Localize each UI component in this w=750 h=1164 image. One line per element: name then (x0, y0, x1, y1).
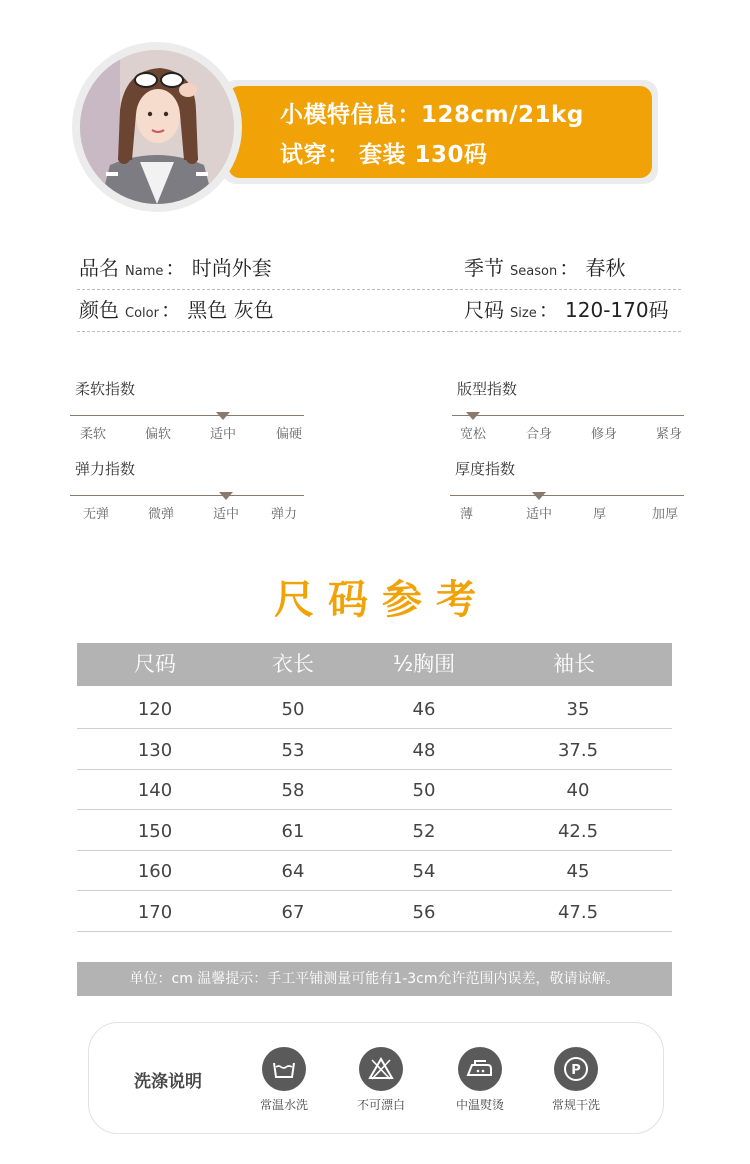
dry-clean-p-icon (554, 1047, 598, 1091)
wash-label-3: 常规干洗 (551, 1098, 600, 1112)
table-cell: 37.5 (557, 739, 599, 761)
header-size: 尺码 (134, 652, 176, 676)
fit-option-0: 宽松 (460, 427, 487, 442)
table-cell: 48 (412, 739, 436, 761)
table-cell: 46 (412, 699, 436, 720)
thickness-option-0: 薄 (460, 507, 474, 522)
table-cell: 50 (412, 780, 436, 801)
svg-text:P: P (571, 1063, 581, 1078)
table-cell: 120 (137, 699, 173, 720)
table-cell: 170 (137, 901, 173, 923)
size-label-en: Size (510, 306, 537, 321)
fit-scale-title: 版型指数 (457, 380, 518, 398)
table-cell: 150 (137, 820, 173, 842)
thickness-option-2: 厚 (593, 507, 607, 522)
no-bleach-icon (359, 1047, 403, 1091)
table-row (77, 810, 672, 851)
season-label: 季节 (464, 256, 504, 280)
table-cell: 42.5 (557, 820, 599, 842)
name-label: 品名 (79, 256, 119, 280)
table-cell: 160 (137, 861, 173, 882)
table-cell: 53 (281, 739, 305, 761)
model-info-text: 小模特信息：128cm/21kg (280, 102, 584, 128)
table-row (77, 688, 672, 729)
softness-option-1: 偏软 (145, 427, 172, 442)
table-cell: 45 (566, 861, 590, 882)
thickness-scale-indicator (532, 492, 546, 500)
info-row-name (77, 250, 450, 290)
elasticity-option-1: 微弹 (148, 507, 175, 522)
color-label-en: Color (125, 306, 159, 321)
table-cell: 47.5 (557, 901, 599, 923)
table-row (77, 769, 672, 810)
table-cell: 140 (137, 780, 173, 801)
elasticity-scale-title: 弹力指数 (75, 460, 136, 478)
table-cell: 64 (281, 861, 305, 882)
elasticity-scale-line (70, 495, 304, 496)
table-cell: 58 (281, 780, 305, 801)
table-cell: 35 (566, 699, 590, 720)
header-sleeve: 袖长 (553, 652, 595, 676)
softness-scale-line (70, 415, 304, 416)
info-row-size (450, 292, 681, 332)
thickness-option-1: 适中 (526, 507, 553, 522)
washing-title: 洗涤说明 (134, 1072, 202, 1092)
thickness-option-3: 加厚 (652, 507, 679, 522)
softness-option-0: 柔软 (80, 427, 107, 442)
table-cell: 61 (281, 820, 305, 842)
iron-medium-icon (458, 1047, 502, 1091)
thickness-scale-line (450, 495, 684, 496)
name-value: ： 时尚外套 (165, 256, 272, 280)
wash-label-2: 中温熨烫 (455, 1098, 504, 1112)
model-tryon-text: 试穿： 套装 130码 (280, 142, 488, 168)
table-cell: 130 (137, 739, 173, 761)
model-avatar-photo (80, 50, 234, 204)
elasticity-option-0: 无弹 (83, 507, 110, 522)
softness-option-2: 适中 (210, 427, 237, 442)
size-label: 尺码 (464, 298, 504, 322)
table-cell: 40 (566, 780, 590, 801)
table-cell: 50 (281, 699, 305, 720)
elasticity-scale-indicator (219, 492, 233, 500)
softness-scale-title: 柔软指数 (75, 380, 136, 398)
info-row-color (77, 292, 450, 332)
elasticity-option-3: 弹力 (271, 507, 298, 522)
header-length: 衣长 (272, 652, 314, 676)
wash-basin-icon (262, 1047, 306, 1091)
fit-scale-indicator (466, 412, 480, 420)
fit-option-2: 修身 (591, 427, 618, 442)
fit-option-3: 紧身 (656, 427, 683, 442)
table-cell: 67 (281, 901, 305, 923)
table-row (77, 891, 672, 932)
info-row-season (450, 250, 681, 290)
wash-label-1: 不可漂白 (356, 1098, 405, 1112)
header-half-chest: ½胸围 (392, 652, 456, 676)
fit-option-1: 合身 (526, 427, 553, 442)
color-value: ： 黑色 灰色 (160, 298, 274, 322)
thickness-scale-title: 厚度指数 (455, 460, 516, 478)
table-row (77, 850, 672, 891)
elasticity-option-2: 适中 (213, 507, 240, 522)
season-label-en: Season (510, 264, 558, 279)
table-cell: 54 (412, 861, 436, 882)
measurement-note: 单位：cm 温馨提示：手工平铺测量可能有1-3cm允许范围内误差，敬请谅解。 (77, 962, 672, 996)
softness-scale-indicator (216, 412, 230, 420)
table-row (77, 729, 672, 770)
table-cell: 52 (412, 820, 436, 842)
season-value: ： 春秋 (559, 256, 626, 280)
size-value: ： 120-170码 (538, 298, 669, 322)
fit-scale-line (452, 415, 684, 416)
name-label-en: Name (125, 264, 164, 279)
size-table-header (77, 643, 672, 686)
softness-option-3: 偏硬 (276, 427, 303, 442)
table-cell: 56 (412, 901, 436, 923)
size-reference-title: 尺码参考 (274, 577, 490, 623)
wash-label-0: 常温水洗 (259, 1098, 308, 1112)
color-label: 颜色 (79, 298, 119, 322)
